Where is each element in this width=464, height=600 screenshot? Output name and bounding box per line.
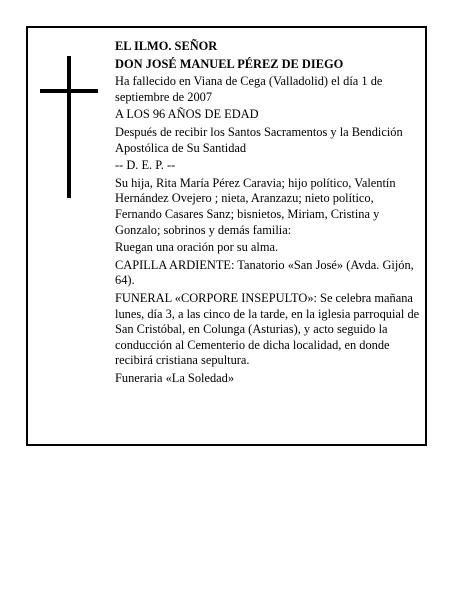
family-list: Su hija, Rita María Pérez Caravia; hijo político, Valentín Hernández Ovejero ; nieta, Aranzazu; nieto político, Fernando Casares Sanz; bisnietos, Miriam, Cristina y Gonzalo; sobrinos y demás familia: [115, 175, 396, 237]
chapel-info: CAPILLA ARDIENTE: Tanatorio «San José» (Avda. Gijón, 64). [115, 257, 414, 288]
notice-title: EL ILMO. SEÑOR [115, 39, 218, 53]
age-statement: A LOS 96 AÑOS DE EDAD [115, 107, 259, 122]
cross-horizontal-bar [40, 89, 98, 93]
rip-line: -- D. E. P. -- [115, 158, 176, 173]
notice-text [115, 39, 421, 388]
cross-icon [40, 56, 98, 198]
funeral-info: FUNERAL «CORPORE INSEPULTO»: Se celebra mañana lunes, día 3, a las cinco de la tarde, en la iglesia parroquial de San Cristóbal, en Colunga (Asturias), y acto seguido la conducción al Cementerio de dicha localidad, en donde recibirá cristiana sepultura. [115, 290, 420, 368]
deceased-name: DON JOSÉ MANUEL PÉREZ DE DIEGO [115, 56, 344, 71]
sacraments-statement: Después de recibir los Santos Sacramentos y la Bendición Apostólica de Su Santidad [115, 124, 403, 155]
death-statement: Ha fallecido en Viana de Cega (Valladolid) el día 1 de septiembre de 2007 [115, 74, 383, 104]
prayer-request: Ruegan una oración por su alma. [115, 240, 279, 255]
cross-vertical-bar [67, 56, 71, 198]
obituary-notice [26, 26, 427, 446]
funeral-home: Funeraria «La Soledad» [115, 370, 235, 385]
